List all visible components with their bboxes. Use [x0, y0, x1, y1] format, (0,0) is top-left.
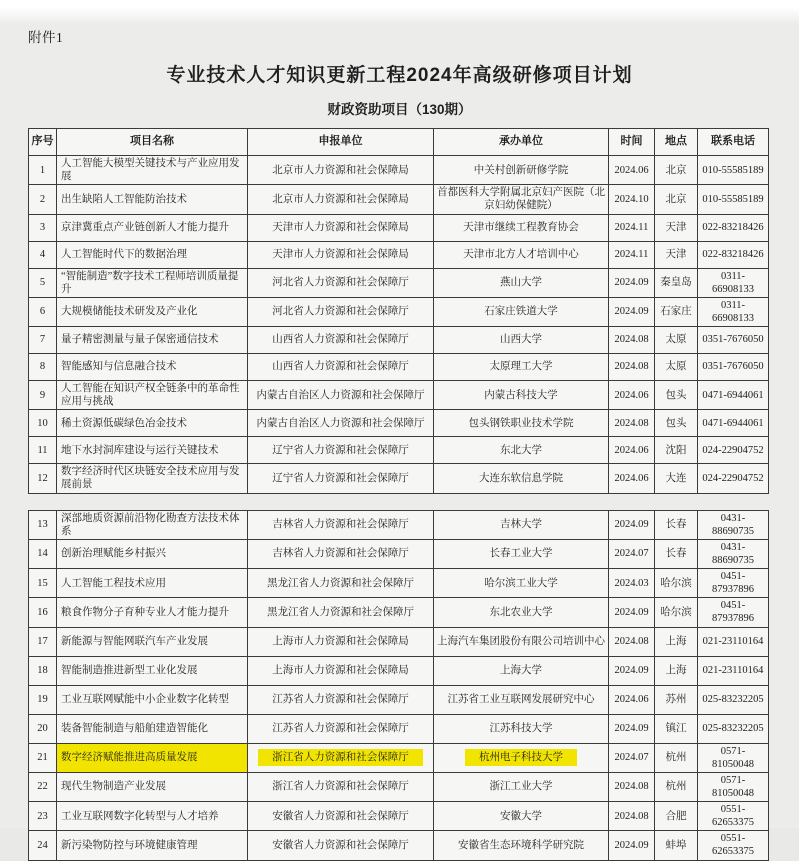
row-number-cell: 5: [29, 268, 57, 297]
location-cell: 上海: [655, 627, 698, 656]
row-number-cell: 16: [29, 598, 57, 627]
location-cell: 长春: [655, 539, 698, 568]
table-row: [29, 743, 769, 772]
phone-cell: 024-22904752: [698, 437, 769, 464]
column-header-2: 项目名称: [57, 129, 248, 156]
time-cell: 2024.08: [609, 802, 655, 831]
project-name-cell: “智能制造”数字技术工程师培训质量提升: [57, 268, 248, 297]
organizer-unit-cell: 山西大学: [434, 327, 609, 354]
applicant-unit-cell: 江苏省人力资源和社会保障厅: [248, 685, 434, 714]
organizer-unit-cell: 江苏省工业互联网发展研究中心: [434, 685, 609, 714]
applicant-unit-cell: 河北省人力资源和社会保障厅: [248, 297, 434, 326]
table-row: [29, 569, 769, 598]
applicant-unit-cell: 天津市人力资源和社会保障局: [248, 214, 434, 241]
phone-cell: 024-22904752: [698, 464, 769, 493]
row-number-cell: 8: [29, 354, 57, 381]
row-number-cell: 14: [29, 539, 57, 568]
row-number-cell: 9: [29, 381, 57, 410]
row-number-cell: 1: [29, 156, 57, 185]
location-cell: 石家庄: [655, 297, 698, 326]
location-cell: 北京: [655, 185, 698, 214]
time-cell: 2024.08: [609, 354, 655, 381]
phone-cell: 0571-81050048: [698, 772, 769, 801]
location-cell: 杭州: [655, 772, 698, 801]
applicant-unit-cell: 山西省人力资源和社会保障厅: [248, 327, 434, 354]
column-header-4: 承办单位: [434, 129, 609, 156]
organizer-unit-cell: 天津市继续工程教育协会: [434, 214, 609, 241]
phone-cell: 0351-7676050: [698, 327, 769, 354]
time-cell: 2024.06: [609, 437, 655, 464]
attachment-label: 附件1: [28, 30, 64, 45]
time-cell: 2024.06: [609, 381, 655, 410]
table-row: [29, 464, 769, 493]
project-name-cell: 现代生物制造产业发展: [57, 772, 248, 801]
location-cell: 合肥: [655, 802, 698, 831]
applicant-unit-cell: 吉林省人力资源和社会保障厅: [248, 539, 434, 568]
phone-cell: 022-83218426: [698, 241, 769, 268]
organizer-unit-cell: 安徽大学: [434, 802, 609, 831]
location-cell: 上海: [655, 656, 698, 685]
time-cell: 2024.09: [609, 656, 655, 685]
row-number-cell: 4: [29, 241, 57, 268]
organizer-unit-cell: 内蒙古科技大学: [434, 381, 609, 410]
location-cell: 蚌埠: [655, 831, 698, 860]
applicant-unit-cell: 上海市人力资源和社会保障局: [248, 627, 434, 656]
location-cell: 杭州: [655, 743, 698, 772]
table-row: [29, 268, 769, 297]
project-name-cell: 新能源与智能网联汽车产业发展: [57, 627, 248, 656]
organizer-unit-cell: 大连东软信息学院: [434, 464, 609, 493]
table-row: [29, 772, 769, 801]
row-number-cell: 20: [29, 714, 57, 743]
applicant-unit-cell: 河北省人力资源和社会保障厅: [248, 268, 434, 297]
table-row: [29, 437, 769, 464]
organizer-unit-cell: 首都医科大学附属北京妇产医院（北京妇幼保健院）: [434, 185, 609, 214]
project-name-cell: 数字经济赋能推进高质量发展: [57, 743, 248, 772]
project-name-cell: 深部地质资源前沿物化勘查方法技术体系: [57, 510, 248, 539]
table-header-row: [29, 129, 769, 156]
organizer-unit-cell: 太原理工大学: [434, 354, 609, 381]
phone-cell: 010-55585189: [698, 185, 769, 214]
location-cell: 太原: [655, 327, 698, 354]
row-number-cell: 13: [29, 510, 57, 539]
location-cell: 大连: [655, 464, 698, 493]
applicant-unit-cell: 内蒙古自治区人力资源和社会保障厅: [248, 410, 434, 437]
phone-cell: 025-83232205: [698, 685, 769, 714]
phone-cell: 0311-66908133: [698, 297, 769, 326]
organizer-unit-cell: 浙江工业大学: [434, 772, 609, 801]
location-cell: 沈阳: [655, 437, 698, 464]
phone-cell: 022-83218426: [698, 214, 769, 241]
phone-cell: 010-55585189: [698, 156, 769, 185]
location-cell: 天津: [655, 241, 698, 268]
row-number-cell: 3: [29, 214, 57, 241]
table-row: [29, 510, 769, 539]
applicant-unit-cell: 浙江省人力资源和社会保障厅: [248, 772, 434, 801]
project-name-cell: 稀土资源低碳绿色冶金技术: [57, 410, 248, 437]
row-number-cell: 17: [29, 627, 57, 656]
time-cell: 2024.09: [609, 297, 655, 326]
phone-cell: 0551-62653375: [698, 831, 769, 860]
table-area: [28, 128, 771, 861]
time-cell: 2024.10: [609, 185, 655, 214]
table-row: [29, 185, 769, 214]
applicant-unit-cell: 内蒙古自治区人力资源和社会保障厅: [248, 381, 434, 410]
row-number-cell: 22: [29, 772, 57, 801]
time-cell: 2024.08: [609, 410, 655, 437]
phone-cell: 025-83232205: [698, 714, 769, 743]
organizer-unit-cell: 上海大学: [434, 656, 609, 685]
organizer-unit-cell: [434, 743, 609, 772]
organizer-unit-cell: 长春工业大学: [434, 539, 609, 568]
project-name-cell: 大规模储能技术研发及产业化: [57, 297, 248, 326]
row-number-cell: 10: [29, 410, 57, 437]
table-row: [29, 598, 769, 627]
project-name-cell: 人工智能时代下的数据治理: [57, 241, 248, 268]
time-cell: 2024.09: [609, 714, 655, 743]
time-cell: 2024.08: [609, 772, 655, 801]
organizer-unit-cell: 包头钢铁职业技术学院: [434, 410, 609, 437]
applicant-unit-cell: 辽宁省人力资源和社会保障厅: [248, 464, 434, 493]
table-row: [29, 327, 769, 354]
time-cell: 2024.07: [609, 539, 655, 568]
time-cell: 2024.07: [609, 743, 655, 772]
row-number-cell: 11: [29, 437, 57, 464]
organizer-unit-cell: 吉林大学: [434, 510, 609, 539]
location-cell: 包头: [655, 381, 698, 410]
funded-projects-table-block-2: [28, 510, 769, 861]
phone-cell: 0451-87937896: [698, 598, 769, 627]
applicant-unit-cell: 山西省人力资源和社会保障厅: [248, 354, 434, 381]
time-cell: 2024.06: [609, 156, 655, 185]
table-row: [29, 831, 769, 860]
time-cell: 2024.06: [609, 685, 655, 714]
project-name-cell: 量子精密测量与量子保密通信技术: [57, 327, 248, 354]
table-row: [29, 539, 769, 568]
applicant-unit-cell: 安徽省人力资源和社会保障厅: [248, 802, 434, 831]
time-cell: 2024.09: [609, 510, 655, 539]
project-name-cell: 人工智能在知识产权全链条中的革命性应用与挑战: [57, 381, 248, 410]
highlight-mark: 浙江省人力资源和社会保障厅: [258, 749, 423, 766]
project-name-cell: 装备智能制造与船舶建造智能化: [57, 714, 248, 743]
time-cell: 2024.09: [609, 268, 655, 297]
highlight-mark: 杭州电子科技大学: [465, 749, 577, 766]
location-cell: 包头: [655, 410, 698, 437]
location-cell: 秦皇岛: [655, 268, 698, 297]
table-row: [29, 685, 769, 714]
project-name-cell: 工业互联网赋能中小企业数字化转型: [57, 685, 248, 714]
time-cell: 2024.11: [609, 241, 655, 268]
phone-cell: 0551-62653375: [698, 802, 769, 831]
table-row: [29, 241, 769, 268]
location-cell: 太原: [655, 354, 698, 381]
project-name-cell: 数字经济时代区块链安全技术应用与发展前景: [57, 464, 248, 493]
row-number-cell: 15: [29, 569, 57, 598]
row-number-cell: 24: [29, 831, 57, 860]
organizer-unit-cell: 石家庄铁道大学: [434, 297, 609, 326]
row-number-cell: 18: [29, 656, 57, 685]
phone-cell: 021-23110164: [698, 656, 769, 685]
table-row: [29, 627, 769, 656]
applicant-unit-cell: 吉林省人力资源和社会保障厅: [248, 510, 434, 539]
column-header-7: 联系电话: [698, 129, 769, 156]
column-header-1: 序号: [29, 129, 57, 156]
phone-cell: 0451-87937896: [698, 569, 769, 598]
phone-cell: 0431-88690735: [698, 510, 769, 539]
applicant-unit-cell: 安徽省人力资源和社会保障厅: [248, 831, 434, 860]
project-name-cell: 新污染物防控与环境健康管理: [57, 831, 248, 860]
applicant-unit-cell: 天津市人力资源和社会保障局: [248, 241, 434, 268]
project-name-cell: 出生缺陷人工智能防治技术: [57, 185, 248, 214]
organizer-unit-cell: 安徽省生态环境科学研究院: [434, 831, 609, 860]
table-row: [29, 656, 769, 685]
applicant-unit-cell: 江苏省人力资源和社会保障厅: [248, 714, 434, 743]
time-cell: 2024.09: [609, 598, 655, 627]
column-header-5: 时间: [609, 129, 655, 156]
time-cell: 2024.08: [609, 627, 655, 656]
row-number-cell: 19: [29, 685, 57, 714]
row-number-cell: 2: [29, 185, 57, 214]
page-title: 专业技术人才知识更新工程2024年高级研修项目计划: [166, 65, 633, 86]
project-name-cell: 粮食作物分子育种专业人才能力提升: [57, 598, 248, 627]
table-row: [29, 714, 769, 743]
phone-cell: 0431-88690735: [698, 539, 769, 568]
location-cell: 哈尔滨: [655, 598, 698, 627]
project-name-cell: 人工智能大模型关键技术与产业应用发展: [57, 156, 248, 185]
project-name-cell: 智能感知与信息融合技术: [57, 354, 248, 381]
applicant-unit-cell: 辽宁省人力资源和社会保障厅: [248, 437, 434, 464]
column-header-6: 地点: [655, 129, 698, 156]
time-cell: 2024.03: [609, 569, 655, 598]
row-number-cell: 6: [29, 297, 57, 326]
organizer-unit-cell: 东北农业大学: [434, 598, 609, 627]
phone-cell: 0571-81050048: [698, 743, 769, 772]
phone-cell: 0471-6944061: [698, 381, 769, 410]
project-name-cell: 工业互联网数字化转型与人才培养: [57, 802, 248, 831]
applicant-unit-cell: 北京市人力资源和社会保障局: [248, 185, 434, 214]
project-name-cell: 地下水封洞库建设与运行关键技术: [57, 437, 248, 464]
phone-cell: 021-23110164: [698, 627, 769, 656]
phone-cell: 0351-7676050: [698, 354, 769, 381]
project-name-cell: 创新治理赋能乡村振兴: [57, 539, 248, 568]
applicant-unit-cell: 黑龙江省人力资源和社会保障厅: [248, 569, 434, 598]
organizer-unit-cell: 江苏科技大学: [434, 714, 609, 743]
organizer-unit-cell: 天津市北方人才培训中心: [434, 241, 609, 268]
row-number-cell: 23: [29, 802, 57, 831]
location-cell: 天津: [655, 214, 698, 241]
time-cell: 2024.08: [609, 327, 655, 354]
table-row: [29, 354, 769, 381]
location-cell: 镇江: [655, 714, 698, 743]
organizer-unit-cell: 中关村创新研修学院: [434, 156, 609, 185]
page-subtitle: 财政资助项目（130期）: [327, 102, 472, 117]
project-name-cell: 智能制造推进新型工业化发展: [57, 656, 248, 685]
table-row: [29, 410, 769, 437]
applicant-unit-cell: [248, 743, 434, 772]
project-name-cell: 人工智能工程技术应用: [57, 569, 248, 598]
table-row: [29, 297, 769, 326]
location-cell: 长春: [655, 510, 698, 539]
phone-cell: 0311-66908133: [698, 268, 769, 297]
location-cell: 北京: [655, 156, 698, 185]
funded-projects-table-block-1: [28, 128, 769, 494]
phone-cell: 0471-6944061: [698, 410, 769, 437]
row-number-cell: 7: [29, 327, 57, 354]
time-cell: 2024.09: [609, 831, 655, 860]
applicant-unit-cell: 黑龙江省人力资源和社会保障厅: [248, 598, 434, 627]
location-cell: 苏州: [655, 685, 698, 714]
row-number-cell: 12: [29, 464, 57, 493]
time-cell: 2024.11: [609, 214, 655, 241]
organizer-unit-cell: 上海汽车集团股份有限公司培训中心: [434, 627, 609, 656]
table-row: [29, 802, 769, 831]
applicant-unit-cell: 北京市人力资源和社会保障局: [248, 156, 434, 185]
applicant-unit-cell: 上海市人力资源和社会保障局: [248, 656, 434, 685]
table-row: [29, 381, 769, 410]
organizer-unit-cell: 东北大学: [434, 437, 609, 464]
page-top-margin: [0, 0, 799, 24]
table-row: [29, 214, 769, 241]
table-row: [29, 156, 769, 185]
column-header-3: 申报单位: [248, 129, 434, 156]
time-cell: 2024.06: [609, 464, 655, 493]
organizer-unit-cell: 哈尔滨工业大学: [434, 569, 609, 598]
row-number-cell: 21: [29, 743, 57, 772]
organizer-unit-cell: 燕山大学: [434, 268, 609, 297]
location-cell: 哈尔滨: [655, 569, 698, 598]
project-name-cell: 京津冀重点产业链创新人才能力提升: [57, 214, 248, 241]
